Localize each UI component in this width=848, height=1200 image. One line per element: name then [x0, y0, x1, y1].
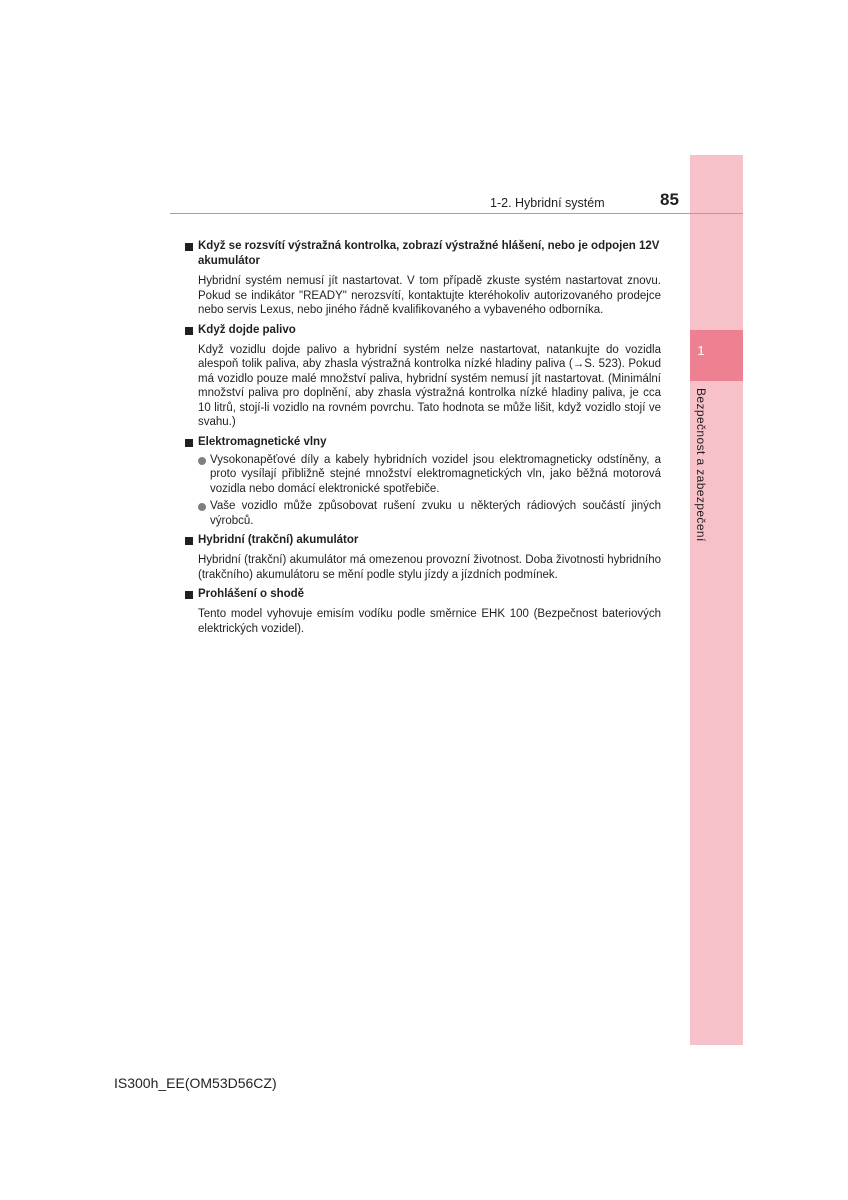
- round-bullet-icon: [198, 457, 206, 465]
- chapter-number: 1: [697, 343, 705, 358]
- list-item: [185, 499, 661, 528]
- round-bullet-icon: [198, 503, 206, 511]
- square-bullet-icon: [185, 243, 193, 251]
- square-bullet-icon: [185, 439, 193, 447]
- chapter-title: Bezpečnost a zabezpečení: [694, 388, 708, 542]
- square-bullet-icon: [185, 537, 193, 545]
- section-heading: [185, 435, 661, 450]
- section-paragraph: Když vozidlu dojde palivo a hybridní systém nelze nastartovat, natankujte do vozidla alespoň tolik paliva, aby zhasla výstražná kontrolka nízké hladiny paliva (→S. 523). Pokud má vozidlo pouze malé množství paliva, hybridní systém nemusí jít nastartovat. (Minimální množství paliva pro doplnění, aby zhasla výstražná kontrolka nízké hladiny paliva, je cca 10 litrů, stojí-li vozidlo na rovném povrchu. Tato hodnota se může lišit, když vozidlo stojí ve svahu.): [198, 343, 661, 428]
- page-content: [185, 239, 661, 639]
- header-rule: [170, 213, 743, 214]
- section-heading-text: Když se rozsvítí výstražná kontrolka, zobrazí výstražné hlášení, nebo je odpojen 12V akumulátor: [198, 240, 660, 267]
- section-heading: [185, 533, 661, 548]
- section-heading-text: Když dojde palivo: [198, 323, 296, 336]
- section-paragraph: Hybridní systém nemusí jít nastartovat. V tom případě zkuste systém nastartovat znovu. Pokud se indikátor "READY" nerozsvítí, kontaktujte kteréhokoliv autorizovaného prodejce nebo servis Lexus, nebo jiného řádně kvalifikovaného a vybaveného odborníka.: [198, 275, 661, 316]
- section-heading: [185, 323, 661, 338]
- section-heading: [185, 587, 661, 602]
- square-bullet-icon: [185, 327, 193, 335]
- list-item: [185, 453, 661, 497]
- header-section-title: 1-2. Hybridní systém: [490, 196, 605, 210]
- section-paragraph: Hybridní (trakční) akumulátor má omezenou provozní životnost. Doba životnosti hybridního (trakčního) akumulátoru se mění podle stylu jízdy a jízdních podmínek.: [198, 554, 661, 581]
- page-number: 85: [660, 190, 679, 209]
- square-bullet-icon: [185, 591, 193, 599]
- section-heading-text: Prohlášení o shodě: [198, 588, 305, 600]
- list-item-text: Vaše vozidlo může způsobovat rušení zvuku u některých rádiových součástí jiných výrobců.: [210, 500, 661, 527]
- section-heading-text: Elektromagnetické vlny: [198, 435, 327, 448]
- section-heading-text: Hybridní (trakční) akumulátor: [198, 534, 359, 546]
- section-paragraph: Tento model vyhovuje emisím vodíku podle směrnice EHK 100 (Bezpečnost bateriových elektrických vozidel).: [198, 608, 661, 635]
- list-item-text: Vysokonapěťové díly a kabely hybridních vozidel jsou elektromagneticky odstíněny, a proto vysílají přibližně stejné množství elektromagnetických vln, jako běžná motorová vozidla nebo domácí elektronické spotřebiče.: [210, 453, 661, 495]
- footer-model-code: IS300h_EE(OM53D56CZ): [114, 1075, 277, 1091]
- section-heading: [185, 239, 661, 269]
- chapter-side-tab: [690, 155, 743, 1045]
